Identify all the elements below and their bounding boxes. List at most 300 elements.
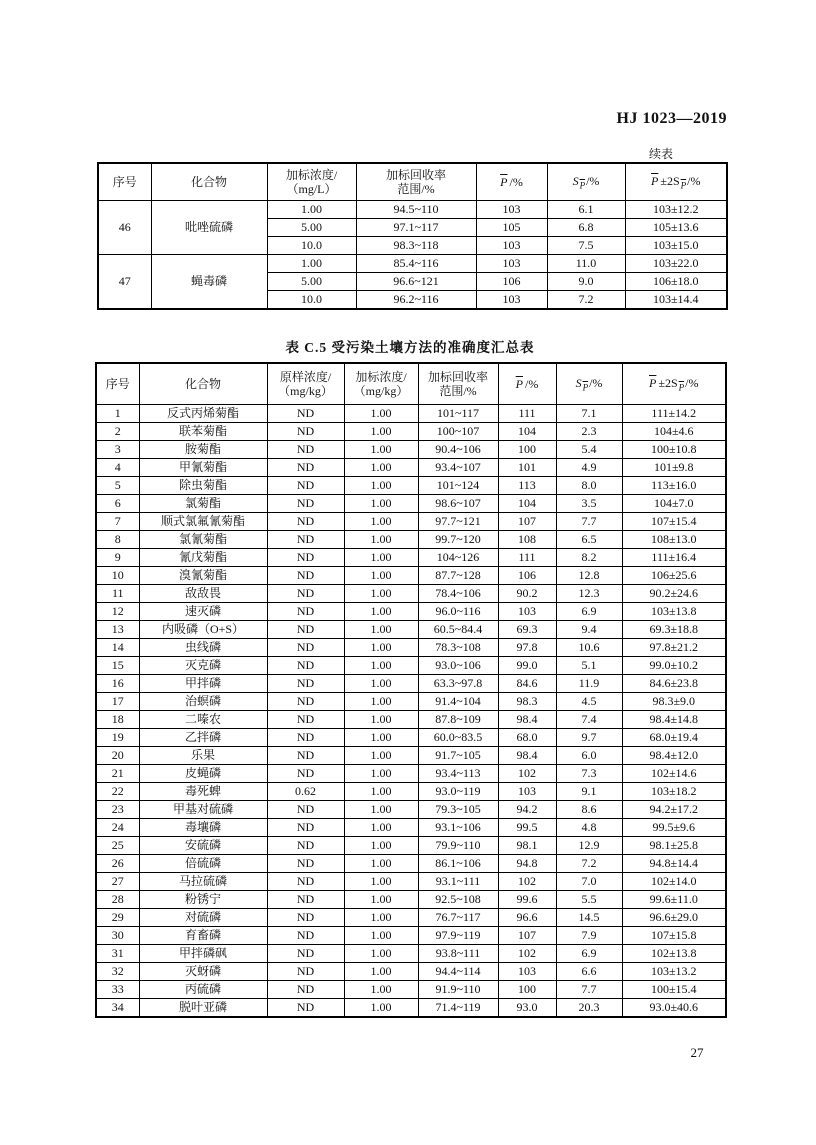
table-cell: 灭蚜磷: [139, 963, 267, 981]
table-cell: 33: [96, 981, 139, 999]
table-cell: 101: [498, 459, 556, 477]
table-cell: 103: [476, 237, 547, 255]
table-cell: 7.7: [556, 513, 622, 531]
table-cell: 71.4~119: [418, 999, 498, 1018]
table-cell: 93.0±40.6: [622, 999, 726, 1018]
table-cell: 97.9~119: [418, 927, 498, 945]
col-header-std-dev: $S_{\overline{P}}/\%$: [547, 163, 625, 201]
table-cell: 9.1: [556, 783, 622, 801]
table-cell: 9: [96, 549, 139, 567]
table-cell: 99.0: [498, 657, 556, 675]
table-cell: 18: [96, 711, 139, 729]
table-cell: ND: [267, 477, 344, 495]
table-cell: 84.6±23.8: [622, 675, 726, 693]
table-cell: 97.8: [498, 639, 556, 657]
table-cell: ND: [267, 459, 344, 477]
table-cell: ND: [267, 945, 344, 963]
table-cell: 毒死蜱: [139, 783, 267, 801]
table-cell: 106: [498, 567, 556, 585]
page-number: 27: [690, 1045, 704, 1060]
table-cell: 2.3: [556, 423, 622, 441]
table-cell: 78.3~108: [418, 639, 498, 657]
table-cell: 联苯菊酯: [139, 423, 267, 441]
table-cell: 7.2: [547, 291, 625, 310]
table-cell: 99.5: [498, 819, 556, 837]
table-cell: ND: [267, 567, 344, 585]
table-cell: 顺式氯氟氰菊酯: [139, 513, 267, 531]
table-cell: ND: [267, 621, 344, 639]
table-cell: 1.00: [344, 945, 418, 963]
table-row: [96, 459, 726, 477]
table-cell: 1.00: [344, 837, 418, 855]
table-cell: ND: [267, 549, 344, 567]
table-row: [96, 999, 726, 1018]
table-cell: 1.00: [344, 909, 418, 927]
table-cell: 1.00: [344, 441, 418, 459]
table-cell: 93.1~111: [418, 873, 498, 891]
table-row: [96, 531, 726, 549]
table-cell: 1.00: [344, 531, 418, 549]
table-cell: 1.00: [344, 423, 418, 441]
table-cell: 101±9.8: [622, 459, 726, 477]
table-cell: 6.9: [556, 945, 622, 963]
table-cell: 102±14.0: [622, 873, 726, 891]
table-cell: ND: [267, 585, 344, 603]
table-cell: 103: [498, 963, 556, 981]
table-cell: 2: [96, 423, 139, 441]
table-row: [96, 693, 726, 711]
table-cell: 111: [498, 549, 556, 567]
table-cell: 96.2~116: [356, 291, 476, 310]
table-cell: 1.00: [344, 603, 418, 621]
table-cell: 11.9: [556, 675, 622, 693]
table-cell: 7.3: [556, 765, 622, 783]
table-cell: 1: [96, 405, 139, 423]
table-cell: 1.00: [344, 405, 418, 423]
table-cell: 97.7~121: [418, 513, 498, 531]
header-row: [96, 363, 726, 405]
col-header-index: 序号: [96, 363, 139, 405]
table-cell: 21: [96, 765, 139, 783]
table-cell: 100±15.4: [622, 981, 726, 999]
table-cell: 99.7~120: [418, 531, 498, 549]
table-cell: 12.9: [556, 837, 622, 855]
table-cell: 93.8~111: [418, 945, 498, 963]
table-cell: 12.8: [556, 567, 622, 585]
table-row: [98, 255, 727, 273]
table-cell: 101~117: [418, 405, 498, 423]
table-cell: 103±14.4: [625, 291, 727, 310]
table-cell: 103±18.2: [622, 783, 726, 801]
table-cell: 6: [96, 495, 139, 513]
table-cell: 13: [96, 621, 139, 639]
table-cell: 107±15.4: [622, 513, 726, 531]
table-cell: 1.00: [344, 783, 418, 801]
table-cell: 7.7: [556, 981, 622, 999]
table-cell: 8: [96, 531, 139, 549]
table-cell: 马拉硫磷: [139, 873, 267, 891]
table-cell: 6.8: [547, 219, 625, 237]
table-cell: 103: [476, 201, 547, 219]
table-cell: 12: [96, 603, 139, 621]
table-cell: 甲拌磷: [139, 675, 267, 693]
table-cell: 103±13.8: [622, 603, 726, 621]
table-row: [96, 621, 726, 639]
table-cell: 46: [98, 201, 151, 255]
table-cell: 除虫菊酯: [139, 477, 267, 495]
col-header-recovery-range: 加标回收率 范围/%: [418, 363, 498, 405]
table-cell: ND: [267, 909, 344, 927]
table-cell: 乐果: [139, 747, 267, 765]
table-cell: 5.1: [556, 657, 622, 675]
table-cell: 93.1~106: [418, 819, 498, 837]
table-cell: 4: [96, 459, 139, 477]
table-cell: 6.1: [547, 201, 625, 219]
table-cell: 治螟磷: [139, 693, 267, 711]
table-cell: 103±12.2: [625, 201, 727, 219]
table-cell: 104±7.0: [622, 495, 726, 513]
table-cell: 3: [96, 441, 139, 459]
table-cell: 7.0: [556, 873, 622, 891]
col-header-mean-recovery: $\overline{P}$ /%: [498, 363, 556, 405]
table-cell: 皮蝇磷: [139, 765, 267, 783]
table-cell: 76.7~117: [418, 909, 498, 927]
table-cell: 102: [498, 765, 556, 783]
table-cell: 11.0: [547, 255, 625, 273]
table-row: [96, 765, 726, 783]
table-cell: 107: [498, 513, 556, 531]
table-cell: 10.0: [267, 237, 356, 255]
table-cell: 1.00: [344, 621, 418, 639]
table-cell: 98.4±14.8: [622, 711, 726, 729]
table-cell: ND: [267, 423, 344, 441]
col-header-mean-plus-2sd: $\overline{P} \pm 2S_{\overline{P}}/\%$: [625, 163, 727, 201]
table-cell: 99.6±11.0: [622, 891, 726, 909]
table-cell: 5.00: [267, 219, 356, 237]
table-cell: 1.00: [344, 873, 418, 891]
col-header-spike-conc: 加标浓度/ （mg/L）: [267, 163, 356, 201]
table-cell: 100±10.8: [622, 441, 726, 459]
table-cell: ND: [267, 891, 344, 909]
table-c5: [95, 362, 727, 1018]
table-row: [96, 441, 726, 459]
table-cell: 103±22.0: [625, 255, 727, 273]
table-cell: 9.0: [547, 273, 625, 291]
table-cell: 22: [96, 783, 139, 801]
col-header-compound: 化合物: [139, 363, 267, 405]
table-cell: 20.3: [556, 999, 622, 1018]
table-cell: 倍硫磷: [139, 855, 267, 873]
table-cell: 1.00: [344, 693, 418, 711]
table-row: [96, 675, 726, 693]
table-cell: 7.1: [556, 405, 622, 423]
table-cell: 93.4~113: [418, 765, 498, 783]
table-cell: 8.2: [556, 549, 622, 567]
table-cell: 103±15.0: [625, 237, 727, 255]
table-cell: 1.00: [267, 255, 356, 273]
continuation-table-header: [98, 163, 727, 201]
table-cell: 1.00: [344, 711, 418, 729]
table-cell: 氰戊菊酯: [139, 549, 267, 567]
table-cell: 93.4~107: [418, 459, 498, 477]
table-row: [96, 423, 726, 441]
table-cell: 32: [96, 963, 139, 981]
table-cell: ND: [267, 531, 344, 549]
table-cell: 10.0: [267, 291, 356, 310]
table-cell: ND: [267, 693, 344, 711]
table-cell: 25: [96, 837, 139, 855]
table-cell: 0.62: [267, 783, 344, 801]
table-cell: 1.00: [344, 585, 418, 603]
table-cell: 96.6: [498, 909, 556, 927]
table-cell: 108±13.0: [622, 531, 726, 549]
table-cell: 86.1~106: [418, 855, 498, 873]
table-cell: 60.5~84.4: [418, 621, 498, 639]
table-cell: 103: [476, 291, 547, 310]
table-cell: 100~107: [418, 423, 498, 441]
table-cell: 8.6: [556, 801, 622, 819]
table-cell: 1.00: [344, 747, 418, 765]
table-cell: 1.00: [344, 513, 418, 531]
table-cell: 1.00: [267, 201, 356, 219]
table-cell: 6.0: [556, 747, 622, 765]
table-cell: 87.8~109: [418, 711, 498, 729]
table-row: [96, 783, 726, 801]
table-cell: 毒壤磷: [139, 819, 267, 837]
table-cell: 10.6: [556, 639, 622, 657]
table-cell: 68.0: [498, 729, 556, 747]
table-cell: 17: [96, 693, 139, 711]
table-cell: 93.0: [498, 999, 556, 1018]
table-cell: 47: [98, 255, 151, 310]
table-cell: 吡唑硫磷: [151, 201, 267, 255]
col-header-mean-recovery: $\overline{P}$ /%: [476, 163, 547, 201]
table-cell: 111±14.2: [622, 405, 726, 423]
continuation-table: [97, 162, 728, 310]
table-cell: 111: [498, 405, 556, 423]
table-cell: 98.4±12.0: [622, 747, 726, 765]
table-cell: 23: [96, 801, 139, 819]
table-row: [96, 891, 726, 909]
table-row: [96, 405, 726, 423]
table-cell: 63.3~97.8: [418, 675, 498, 693]
table-cell: 1.00: [344, 963, 418, 981]
table-cell: 31: [96, 945, 139, 963]
table-cell: 11: [96, 585, 139, 603]
table2-body: [96, 405, 726, 1018]
table-cell: 3.5: [556, 495, 622, 513]
table-cell: 5.00: [267, 273, 356, 291]
table-row: [96, 927, 726, 945]
table-cell: 灭克磷: [139, 657, 267, 675]
table-cell: 98.6~107: [418, 495, 498, 513]
table-row: [96, 639, 726, 657]
table-cell: 1.00: [344, 729, 418, 747]
table-cell: ND: [267, 837, 344, 855]
table-cell: 97.1~117: [356, 219, 476, 237]
table-cell: 94.8: [498, 855, 556, 873]
table-cell: 甲氰菊酯: [139, 459, 267, 477]
table-cell: 102±13.8: [622, 945, 726, 963]
table-cell: 98.3: [498, 693, 556, 711]
table-cell: 7.4: [556, 711, 622, 729]
table-cell: 107±15.8: [622, 927, 726, 945]
table-cell: 79.9~110: [418, 837, 498, 855]
table-cell: 94.5~110: [356, 201, 476, 219]
table-cell: 1.00: [344, 801, 418, 819]
table-row: [96, 657, 726, 675]
table-cell: 8.0: [556, 477, 622, 495]
table-row: [96, 603, 726, 621]
table-cell: 98.4: [498, 711, 556, 729]
table-cell: 94.4~114: [418, 963, 498, 981]
table-row: [96, 837, 726, 855]
table-cell: 60.0~83.5: [418, 729, 498, 747]
table-cell: 104±4.6: [622, 423, 726, 441]
table-cell: 4.5: [556, 693, 622, 711]
table-cell: ND: [267, 801, 344, 819]
table-cell: 1.00: [344, 981, 418, 999]
table-cell: 93.0~106: [418, 657, 498, 675]
table-row: [96, 495, 726, 513]
table-cell: 99.6: [498, 891, 556, 909]
table-cell: 103: [498, 603, 556, 621]
table-row: [96, 963, 726, 981]
table-cell: 102: [498, 945, 556, 963]
table-cell: 113: [498, 477, 556, 495]
table-cell: 脱叶亚磷: [139, 999, 267, 1018]
table-cell: 氯氰菊酯: [139, 531, 267, 549]
table-cell: 68.0±19.4: [622, 729, 726, 747]
table-cell: ND: [267, 729, 344, 747]
table-cell: 94.2±17.2: [622, 801, 726, 819]
table-cell: 99.0±10.2: [622, 657, 726, 675]
table-cell: 87.7~128: [418, 567, 498, 585]
table-cell: 96.6±29.0: [622, 909, 726, 927]
table-cell: 94.8±14.4: [622, 855, 726, 873]
table-row: [96, 513, 726, 531]
table-cell: 26: [96, 855, 139, 873]
table-row: [96, 747, 726, 765]
col-header-mean-plus-2sd: $\overline{P} \pm 2S_{\overline{P}}/\%$: [622, 363, 726, 405]
table-c5-title: 表 C.5 受污染土壤方法的准确度汇总表: [285, 340, 535, 355]
table-cell: 97.8±21.2: [622, 639, 726, 657]
table-cell: 7.2: [556, 855, 622, 873]
table-cell: 90.2: [498, 585, 556, 603]
table-cell: ND: [267, 765, 344, 783]
table-cell: 104: [498, 495, 556, 513]
table-cell: 103: [476, 255, 547, 273]
table-cell: 98.3±9.0: [622, 693, 726, 711]
table-cell: ND: [267, 855, 344, 873]
table-cell: 4.9: [556, 459, 622, 477]
col-header-spike-conc: 加标浓度/ （mg/kg）: [344, 363, 418, 405]
table-cell: 24: [96, 819, 139, 837]
table-cell: 14: [96, 639, 139, 657]
col-header-recovery-range: 加标回收率 范围/%: [356, 163, 476, 201]
table-cell: 1.00: [344, 567, 418, 585]
table-cell: 7: [96, 513, 139, 531]
table-cell: ND: [267, 711, 344, 729]
table-cell: 113±16.0: [622, 477, 726, 495]
table-cell: 甲拌磷砜: [139, 945, 267, 963]
table-cell: 12.3: [556, 585, 622, 603]
table-cell: 106±18.0: [625, 273, 727, 291]
table-row: [96, 819, 726, 837]
table-cell: 99.5±9.6: [622, 819, 726, 837]
table-cell: 1.00: [344, 891, 418, 909]
table-row: [96, 801, 726, 819]
table-cell: 反式丙烯菊酯: [139, 405, 267, 423]
table-cell: 1.00: [344, 477, 418, 495]
table-cell: 6.9: [556, 603, 622, 621]
table-cell: 98.4: [498, 747, 556, 765]
table-cell: 107: [498, 927, 556, 945]
table-cell: 1.00: [344, 549, 418, 567]
table-cell: 6.5: [556, 531, 622, 549]
table-row: [96, 981, 726, 999]
table-cell: 105±13.6: [625, 219, 727, 237]
table-cell: 20: [96, 747, 139, 765]
table-cell: 敌敌畏: [139, 585, 267, 603]
table-cell: 92.5~108: [418, 891, 498, 909]
continuation-table-label: 续表: [648, 147, 673, 161]
table-row: [96, 729, 726, 747]
table-cell: 9.4: [556, 621, 622, 639]
col-header-std-dev: $S_{\overline{P}}/\%$: [556, 363, 622, 405]
table-cell: 106±25.6: [622, 567, 726, 585]
table-row: [96, 711, 726, 729]
table-row: [96, 909, 726, 927]
table-cell: 1.00: [344, 819, 418, 837]
table-cell: ND: [267, 819, 344, 837]
table-cell: 98.1±25.8: [622, 837, 726, 855]
table-cell: 胺菊酯: [139, 441, 267, 459]
table-cell: 90.4~106: [418, 441, 498, 459]
table-cell: 34: [96, 999, 139, 1018]
col-header-index: 序号: [98, 163, 151, 201]
table-cell: 甲基对硫磷: [139, 801, 267, 819]
table-cell: 溴氰菊酯: [139, 567, 267, 585]
table-cell: 30: [96, 927, 139, 945]
table-cell: 100: [498, 441, 556, 459]
table-cell: 速灭磷: [139, 603, 267, 621]
table-cell: ND: [267, 441, 344, 459]
table-cell: 1.00: [344, 855, 418, 873]
table-cell: 100: [498, 981, 556, 999]
table-cell: 乙拌磷: [139, 729, 267, 747]
table-cell: 内吸磷（O+S）: [139, 621, 267, 639]
table-cell: ND: [267, 513, 344, 531]
table-cell: 103: [498, 783, 556, 801]
table-cell: 安硫磷: [139, 837, 267, 855]
table-cell: 15: [96, 657, 139, 675]
table-cell: 1.00: [344, 657, 418, 675]
table-cell: 96.6~121: [356, 273, 476, 291]
table-cell: 氯菊酯: [139, 495, 267, 513]
table-cell: 对硫磷: [139, 909, 267, 927]
table-cell: 108: [498, 531, 556, 549]
table-cell: 5.5: [556, 891, 622, 909]
table-cell: 1.00: [344, 675, 418, 693]
table-cell: 10: [96, 567, 139, 585]
table-row: [96, 549, 726, 567]
table-cell: 96.0~116: [418, 603, 498, 621]
table-cell: ND: [267, 873, 344, 891]
document-number: HJ 1023—2019: [616, 110, 727, 127]
table-cell: 1.00: [344, 927, 418, 945]
table-cell: 1.00: [344, 495, 418, 513]
